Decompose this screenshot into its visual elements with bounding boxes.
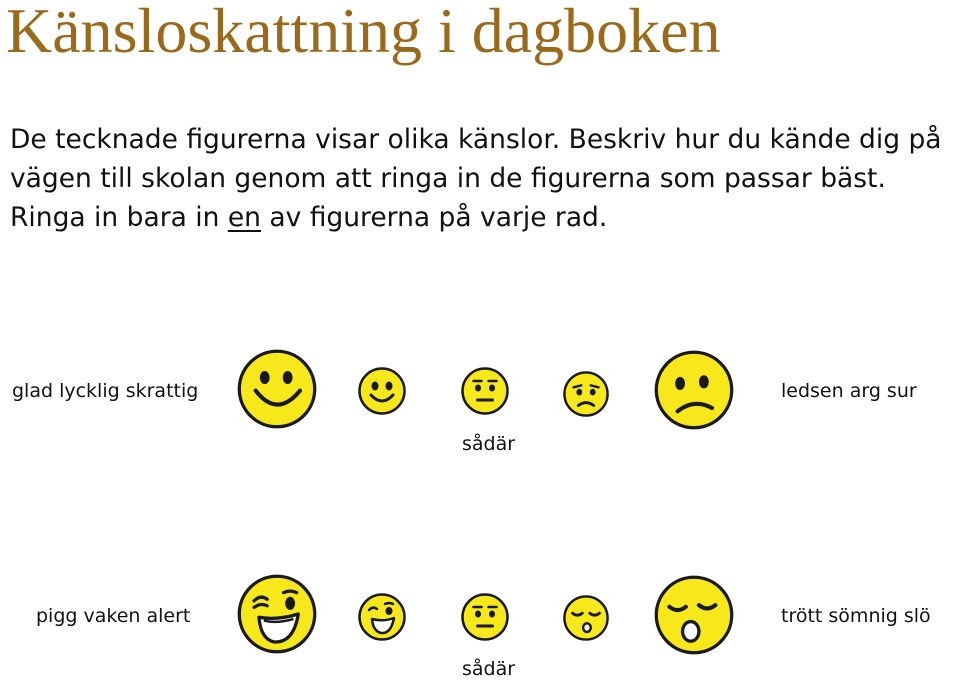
neutral-face-icon[interactable] (460, 366, 510, 416)
slight-frown-face-icon[interactable] (562, 370, 610, 418)
instruction-line-3: Ringa in bara in en av figurerna på varje rad. (10, 202, 608, 233)
row2-left-label: pigg vaken alert (36, 605, 191, 627)
row1-middle-label: sådär (462, 433, 516, 455)
row1-left-label: glad lycklig skrattig (12, 380, 199, 402)
underlined-word: en (227, 202, 261, 233)
wink-grin-face-icon[interactable] (357, 592, 407, 642)
neutral-face-icon-2[interactable] (460, 592, 510, 642)
instructions (10, 120, 955, 237)
smile-face-icon[interactable] (357, 366, 407, 416)
big-frown-face-icon[interactable] (653, 349, 735, 431)
wink-big-grin-face-icon[interactable] (236, 573, 318, 655)
row1-right-label: ledsen arg sur (781, 380, 917, 402)
row2-middle-label: sådär (462, 658, 516, 680)
sleepy-small-face-icon[interactable] (562, 594, 610, 642)
page-title: Känsloskattning i dagboken (6, 0, 721, 66)
instruction-line-2: vägen till skolan genom att ringa in de figurerna som passar bäst. (10, 163, 886, 194)
big-smile-face-icon[interactable] (236, 348, 318, 430)
row2-right-label: trött sömnig slö (781, 605, 931, 627)
instruction-line-1: De tecknade figurerna visar olika känslor. Beskriv hur du kände dig på (10, 124, 942, 155)
sleepy-yawn-face-icon[interactable] (653, 574, 735, 656)
